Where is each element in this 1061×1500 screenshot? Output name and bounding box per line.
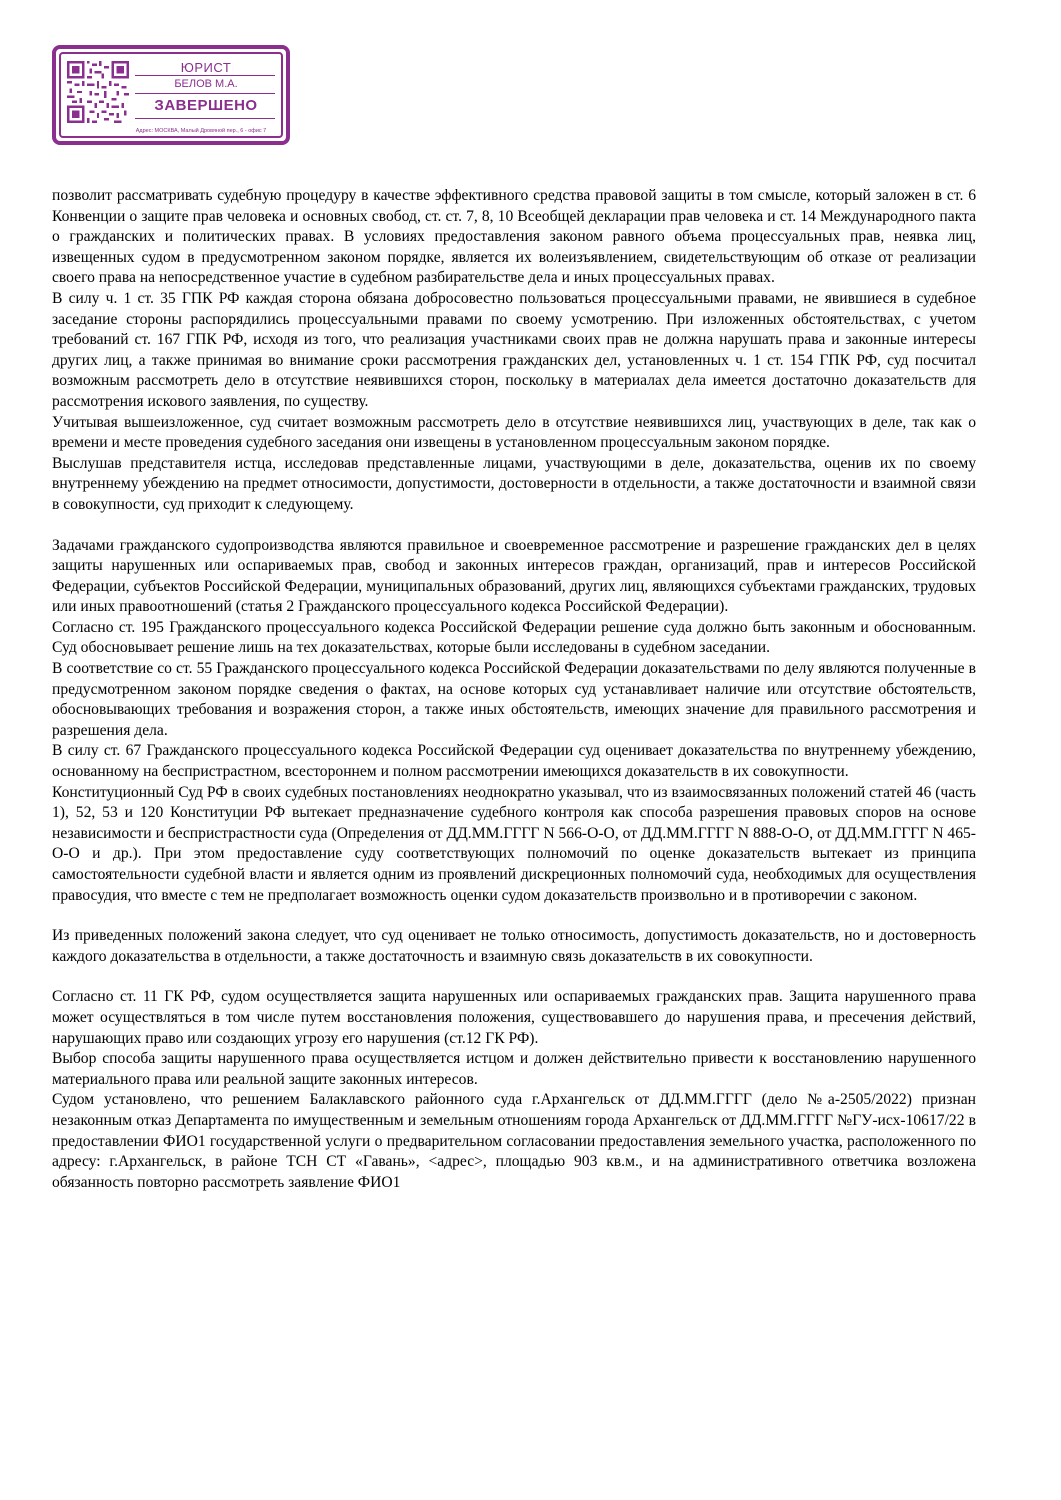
paragraph: Конституционный Суд РФ в своих судебных постановлениях неоднократно указывал, что из взаимосвязанных положений статей 46 (часть 1), 52, 53 и 120 Конституции РФ вытекает предназначение судебного контроля как способа разрешения правовых споров на основе независимости и беспристрастности суда (Определения от ДД.ММ.ГГГГ N 566-О-О, от ДД.ММ.ГГГГ N 888-О-О, от ДД.ММ.ГГГГ N 465-О-О и др.). При этом предоставление суду соответствующих полномочий по оценке доказательств вытекает из принципа самостоятельности судебной власти и является одним из проявлений дискреционных полномочий суда, необходимых для осуществления правосудия, что вместе с тем не предполагает возможность оценки судом доказательств произвольно и в противоречии с законом.: [52, 783, 976, 904]
stamp-name: БЕЛОВ М.А.: [174, 78, 238, 90]
paragraph: Согласно ст. 195 Гражданского процессуального кодекса Российской Федерации решение суда должно быть законным и обоснованным. Суд обосновывает решение лишь на тех доказательствах, которые были исследованы в судебном заседании.: [52, 618, 976, 657]
paragraph: Согласно ст. 11 ГК РФ, судом осуществляется защита нарушенных или оспариваемых гражданских прав. Защита нарушенного права может осуществляться в том числе путем восстановления положения, существовавшего до нарушения права, и пресечения действий, нарушающих право или создающих угрозу его нарушения (ст.12 ГК РФ).: [52, 988, 976, 1047]
stamp-frame: [59, 52, 283, 138]
qr-code-icon: [67, 61, 129, 123]
stamp-status: ЗАВЕРШЕНО: [154, 97, 258, 114]
lawyer-stamp: [52, 45, 290, 145]
stamp-divider: [135, 118, 275, 119]
paragraph: В силу ст. 67 Гражданского процессуального кодекса Российской Федерации суд оценивает доказательства по внутреннему убеждению, основанному на беспристрастном, всестороннем и полном рассмотрении имеющихся доказательств в их совокупности.: [52, 742, 976, 781]
document-body: [52, 186, 976, 1193]
paragraph: позволит рассматривать судебную процедуру в качестве эффективного средства правовой защиты в том смысле, который заложен в ст. 6 Конвенции о защите прав человека и основных свобод, ст. ст. 7, 8, 10 Всеобщей декларации прав человека и ст. 14 Международного пакта о гражданских и политических правах. В условиях предоставления законом равного объема процессуальных прав, неявка лиц, извещенных судом в предусмотренном законом порядке, является их волеизъявлением, свидетельствующим об отказе от реализации своего права на непосредственное участие в судебном разбирательстве дела и иных процессуальных правах.: [52, 187, 976, 287]
paragraph: Судом установлено, что решением Балаклавского районного суда г.Архангельск от ДД.ММ.ГГГГ (дело №а-2505/2022) признан незаконным отказ Департамента по имущественным и земельным отношениям города Архангельск от ДД.ММ.ГГГГ №ГУ-исх-10617/22 в предоставлении ФИО1 государственной услуги о предварительном согласовании предоставления земельного участка, расположенного по адресу: г.Архангельск, в районе ТСН СТ «Гавань», <адрес>, площадью 903 кв.м., и на административного ответчика возложена обязанность повторно рассмотреть заявление ФИО1: [52, 1091, 976, 1191]
stamp-title: ЮРИСТ: [180, 60, 232, 75]
stamp-address: Адрес: МОСКВА, Малый Дровяной пер., 6 - офис 7: [135, 128, 267, 134]
paragraph-gap: [52, 906, 976, 926]
paragraph-gap: [52, 516, 976, 536]
paragraph: В силу ч. 1 ст. 35 ГПК РФ каждая сторона обязана добросовестно пользоваться процессуальными правами, не явившиеся в судебное заседание стороны распорядились процессуальными правами по своему усмотрению. При изложенных обстоятельствах, с учетом требований ст. 167 ГПК РФ, исходя из того, что реализация участниками своих прав не должна нарушать права и законные интересы других лиц, а также принимая во внимание сроки рассмотрения гражданских дел, установленных ч. 1 ст. 154 ГПК РФ, суд посчитал возможным рассмотреть дело в отсутствие неявившихся сторон, поскольку в материалах дела имеется достаточно доказательств для рассмотрения искового заявления, по существу.: [52, 289, 976, 410]
paragraph: В соответствие со ст. 55 Гражданского процессуального кодекса Российской Федерации доказательствами по делу являются полученные в предусмотренном законом порядке сведения о фактах, на основе которых суд устанавливает наличие или отсутствие обстоятельств, обосновывающих требования и возражения сторон, а также иных обстоятельств, имеющих значение для правильного рассмотрения и разрешения дела.: [52, 660, 976, 739]
stamp-divider: [135, 93, 275, 94]
paragraph-gap: [52, 967, 976, 987]
paragraph: Учитывая вышеизложенное, суд считает возможным рассмотреть дело в отсутствие неявившихся лиц, участвующих в деле, так как о времени и месте проведения судебного заседания они извещены в установленном процессуальным законом порядке.: [52, 413, 976, 452]
paragraph: Выбор способа защиты нарушенного права осуществляется истцом и должен действительно привести к восстановлению нарушенного материального права или реальной защите законных интересов.: [52, 1050, 976, 1088]
stamp-divider: [135, 75, 275, 76]
paragraph: Выслушав представителя истца, исследовав представленные лицами, участвующими в деле, доказательства, оценив их по своему внутреннему убеждению на предмет относимости, допустимости, достоверности в отдельности, а также достаточности и взаимной связи в совокупности, суд приходит к следующему.: [52, 454, 976, 513]
paragraph: Из приведенных положений закона следует, что суд оценивает не только относимость, допустимость доказательств, но и достоверность каждого доказательства в отдельности, а также достаточность и взаимную связь доказательств в их совокупности.: [52, 927, 976, 965]
paragraph: Задачами гражданского судопроизводства являются правильное и своевременное рассмотрение и разрешение гражданских дел в целях защиты нарушенных или оспариваемых прав, свобод и законных интересов граждан, организаций, прав и интересов Российской Федерации, субъектов Российской Федерации, муниципальных образований, других лиц, являющихся субъектами гражданских, трудовых или иных правоотношений (статья 2 Гражданского процессуального кодекса Российской Федерации).: [52, 536, 976, 616]
